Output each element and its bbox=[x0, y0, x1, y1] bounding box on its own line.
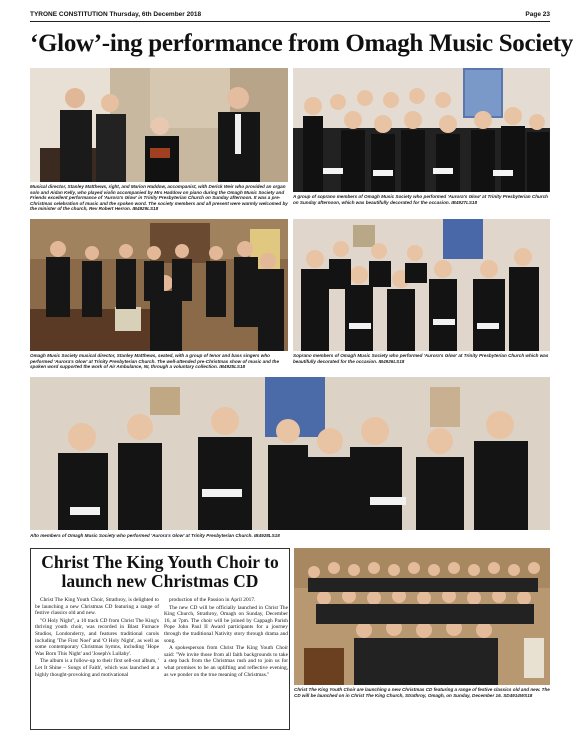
page-headline: ‘Glow’-ing performance from Omagh Music Society bbox=[30, 30, 573, 57]
caption-photo3: Omagh Music Society musical director, Stanley Matthews, seated, with a group of tenor and bass singers who performed 'Aurora's Glow' at Trinity Presbyterian Church. The well-attended pre-Christmas show of music and the spoken word supported the work of Air Ambulance, NI, through a voluntary collection. IB4925LS18 bbox=[30, 353, 280, 370]
photo-sopranos bbox=[293, 219, 550, 351]
photo-sopranos-group bbox=[293, 68, 550, 192]
youth-choir-story bbox=[30, 548, 290, 730]
page-number: Page 23 bbox=[525, 11, 550, 18]
photo-altos bbox=[30, 377, 550, 530]
publication-name: TYRONE CONSTITUTION bbox=[30, 11, 108, 18]
masthead-line bbox=[30, 11, 201, 18]
header-rule bbox=[30, 21, 550, 22]
photo-youth-choir bbox=[294, 548, 550, 685]
story-paragraph: "O Holy Night", a 10 track CD from Christ The King's thriving youth choir, was recorded in Blast Furnace Studios, Londonderry, and features traditional carols including 'The First Noel' and 'O Holy Night', as well as some contemporary Christmas hymns, including 'Hope Was Born This Night' and 'Joseph's Lullaby'. bbox=[35, 617, 159, 657]
caption-photo6: Christ The King Youth Choir are launching a new Christmas CD featuring a range of festive classics old and new. The CD will be launched on in Christ The King Church, Strathroy, Omagh, on Sunday, December 16. SD4914WS18 bbox=[294, 687, 550, 698]
caption-photo5: Alto members of Omagh Music Society who performed 'Aurora's Glow' at Trinity Presbyterian Church. IB4928LS18 bbox=[30, 533, 280, 538]
photo-tenor-bass bbox=[30, 219, 288, 351]
page-header bbox=[30, 9, 550, 21]
caption-photo1: Musical director, Stanley Matthews, right, and Marion Haddow, accompanist, with Derick Weir who provided an organ solo and Aidan Kelly, who played violin accompanied by Mrs Haddow on piano during the Omagh Music Society and Friends excellent performance of 'Aurora's Glow' in Trinity Presbyterian Church on Sunday afternoon. It was a pre-Christmas celebration of music and the spoken word. The society members and all present were warmly welcomed by the minister of the church, Rev Robert Herron. IB4929LS18 bbox=[30, 184, 288, 212]
story-column-1 bbox=[35, 597, 159, 679]
caption-photo2: A group of soprano members of Omagh Music Society who performed 'Aurora's Glow' at Trinity Presbyterian Church on Sunday afternoon, which was beautifully decorated for the occasion. IB4927LS18 bbox=[293, 194, 548, 205]
story-column-2 bbox=[164, 597, 288, 679]
story-headline: Christ The King Youth Choir to launch new Christmas CD bbox=[41, 552, 279, 591]
story-paragraph: The album is a follow-up to their first sell-out album, ' Let It Shine – Songs of Faith', which was launched at a highly thought-provoking and motivational bbox=[35, 658, 159, 678]
story-paragraph: Christ The King Youth Choir, Strathroy, is delighted to be launching a new Christmas CD featuring a range of festive classics old and new. bbox=[35, 597, 159, 617]
story-paragraph: A spokesperson from Christ The King Youth Choir said: "We invite those from all faith backgrounds to take a step back from the Christmas rush and to join us for what promises to be an uplifting and reflective evening, as we ponder on the true meaning of Christmas." bbox=[164, 645, 288, 678]
story-paragraph: The new CD will be officially launched in Christ The King Church, Strathroy, Omagh on Sunday, December 16, at 7pm. The choir will be joined by Cappagh Parish Pope John Paul II Award participants for a journey through the traditional Nativity story through drama and song. bbox=[164, 604, 288, 644]
photo-musicians bbox=[30, 68, 288, 182]
story-paragraph: production of the Passion in April 2017. bbox=[169, 597, 256, 603]
issue-date: Thursday, 6th December 2018 bbox=[109, 11, 202, 18]
caption-photo4: Soprano members of Omagh Music Society who performed 'Aurora's Glow' at Trinity Presbyterian Church which was beautifully decorated for the occasion. IB4926LS18 bbox=[293, 353, 549, 364]
